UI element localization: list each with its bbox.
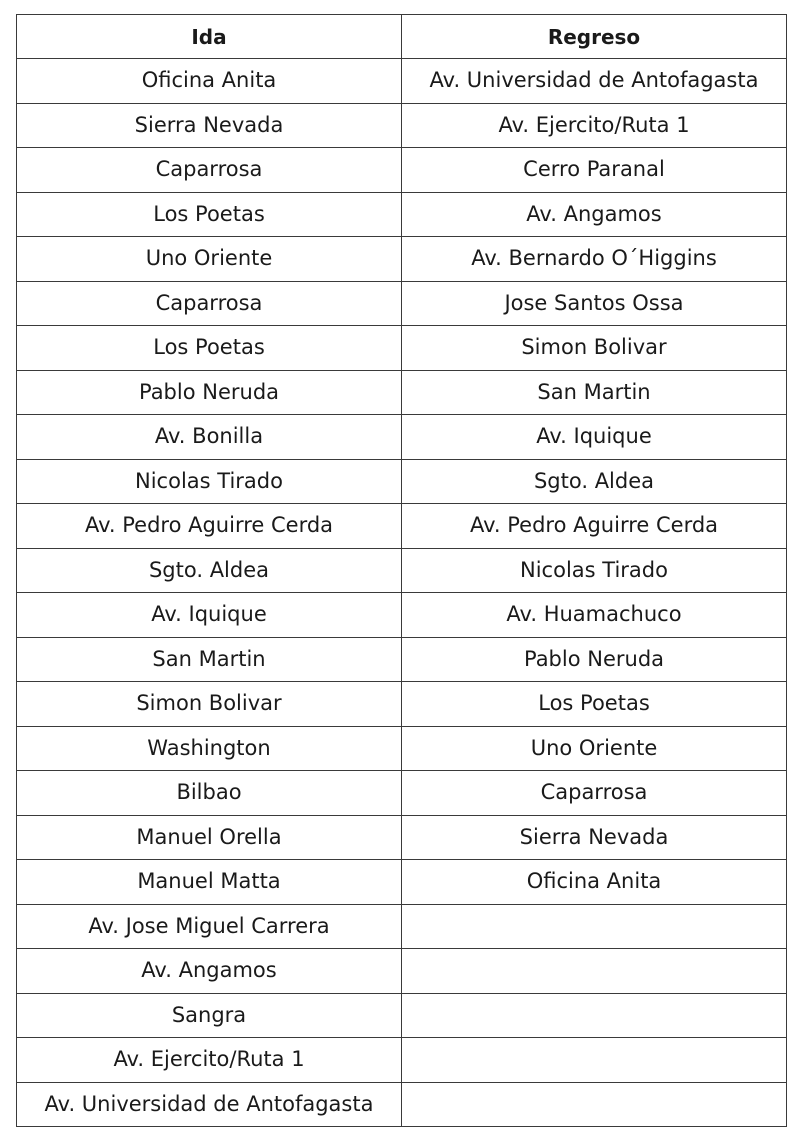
cell-ida: Av. Bonilla	[17, 415, 402, 460]
table-row	[17, 504, 787, 549]
table-row	[17, 993, 787, 1038]
cell-ida: Nicolas Tirado	[17, 459, 402, 504]
table-row	[17, 237, 787, 282]
cell-regreso: Jose Santos Ossa	[402, 281, 787, 326]
cell-ida: Av. Pedro Aguirre Cerda	[17, 504, 402, 549]
table-row	[17, 59, 787, 104]
table-row	[17, 682, 787, 727]
table-body	[17, 59, 787, 1127]
cell-ida: Los Poetas	[17, 326, 402, 371]
cell-ida: Av. Ejercito/Ruta 1	[17, 1038, 402, 1083]
cell-regreso	[402, 904, 787, 949]
table-row	[17, 148, 787, 193]
cell-regreso: Av. Bernardo O´Higgins	[402, 237, 787, 282]
cell-regreso: Caparrosa	[402, 771, 787, 816]
cell-regreso: Av. Ejercito/Ruta 1	[402, 103, 787, 148]
table-row	[17, 281, 787, 326]
cell-ida: Manuel Orella	[17, 815, 402, 860]
cell-regreso: Sierra Nevada	[402, 815, 787, 860]
cell-regreso: Nicolas Tirado	[402, 548, 787, 593]
cell-ida: Av. Iquique	[17, 593, 402, 638]
cell-regreso: Av. Iquique	[402, 415, 787, 460]
table-row	[17, 726, 787, 771]
table-row	[17, 1038, 787, 1083]
table-row	[17, 771, 787, 816]
table-row	[17, 370, 787, 415]
cell-regreso: Av. Universidad de Antofagasta	[402, 59, 787, 104]
cell-ida: Av. Universidad de Antofagasta	[17, 1082, 402, 1127]
cell-regreso: Oficina Anita	[402, 860, 787, 905]
table-row	[17, 459, 787, 504]
cell-regreso: Uno Oriente	[402, 726, 787, 771]
cell-ida: Uno Oriente	[17, 237, 402, 282]
cell-ida: Caparrosa	[17, 281, 402, 326]
table-row	[17, 637, 787, 682]
cell-regreso	[402, 949, 787, 994]
table-header	[17, 15, 787, 59]
cell-ida: Av. Angamos	[17, 949, 402, 994]
cell-ida: Sierra Nevada	[17, 103, 402, 148]
cell-regreso: Sgto. Aldea	[402, 459, 787, 504]
table-row	[17, 949, 787, 994]
cell-ida: Oficina Anita	[17, 59, 402, 104]
table-row	[17, 192, 787, 237]
table-row	[17, 904, 787, 949]
cell-regreso	[402, 1082, 787, 1127]
cell-ida: Manuel Matta	[17, 860, 402, 905]
cell-ida: Av. Jose Miguel Carrera	[17, 904, 402, 949]
table-row	[17, 103, 787, 148]
cell-regreso: Pablo Neruda	[402, 637, 787, 682]
cell-regreso	[402, 1038, 787, 1083]
cell-ida: Bilbao	[17, 771, 402, 816]
cell-ida: Sangra	[17, 993, 402, 1038]
cell-regreso: Los Poetas	[402, 682, 787, 727]
cell-ida: Pablo Neruda	[17, 370, 402, 415]
cell-regreso: Av. Pedro Aguirre Cerda	[402, 504, 787, 549]
table-row	[17, 860, 787, 905]
cell-ida: Washington	[17, 726, 402, 771]
table-row	[17, 548, 787, 593]
header-row	[17, 15, 787, 59]
cell-regreso	[402, 993, 787, 1038]
header-regreso: Regreso	[402, 15, 787, 59]
header-ida: Ida	[17, 15, 402, 59]
cell-regreso: Av. Angamos	[402, 192, 787, 237]
cell-regreso: Cerro Paranal	[402, 148, 787, 193]
cell-ida: Sgto. Aldea	[17, 548, 402, 593]
cell-regreso: Av. Huamachuco	[402, 593, 787, 638]
table-row	[17, 815, 787, 860]
route-table	[16, 14, 787, 1127]
cell-ida: Caparrosa	[17, 148, 402, 193]
table-row	[17, 415, 787, 460]
table-row	[17, 326, 787, 371]
table-row	[17, 593, 787, 638]
cell-regreso: San Martin	[402, 370, 787, 415]
table-row	[17, 1082, 787, 1127]
cell-regreso: Simon Bolivar	[402, 326, 787, 371]
cell-ida: Los Poetas	[17, 192, 402, 237]
cell-ida: San Martin	[17, 637, 402, 682]
cell-ida: Simon Bolivar	[17, 682, 402, 727]
